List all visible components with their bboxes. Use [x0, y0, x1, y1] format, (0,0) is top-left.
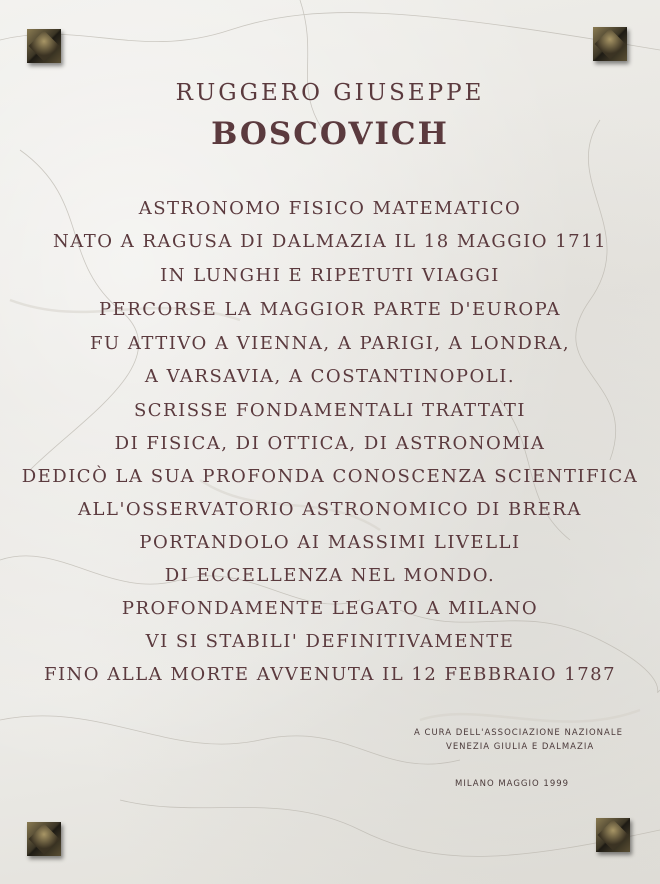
credit-line-2: VENEZIA GIULIA E DALMAZIA	[446, 742, 595, 752]
inscription-line: PORTANDOLO AI MASSIMI LIVELLI	[139, 532, 521, 553]
name-line-1: RUGGERO GIUSEPPE	[175, 80, 485, 106]
inscription-line: PROFONDAMENTE LEGATO A MILANO	[121, 598, 539, 619]
inscription-line: FU ATTIVO A VIENNA, A PARIGI, A LONDRA,	[89, 333, 571, 354]
inscription-line: DI FISICA, DI OTTICA, DI ASTRONOMIA	[114, 433, 546, 454]
place-date: MILANO MAGGIO 1999	[455, 779, 570, 789]
bronze-stud-icon	[27, 822, 61, 856]
bronze-stud-icon	[596, 818, 630, 852]
inscription-line: DEDICÒ LA SUA PROFONDA CONOSCENZA SCIENTIFICA	[21, 466, 639, 487]
inscription-line: FINO ALLA MORTE AVVENUTA IL 12 FEBBRAIO 1787	[43, 664, 617, 685]
inscription-line: SCRISSE FONDAMENTALI TRATTATI	[133, 400, 527, 421]
bronze-stud-icon	[27, 29, 61, 63]
inscription-line: NATO A RAGUSA DI DALMAZIA IL 18 MAGGIO 1711	[52, 231, 608, 252]
name-line-2: BOSCOVICH	[211, 116, 449, 152]
inscription-line: A VARSAVIA, A COSTANTINOPOLI.	[144, 366, 516, 387]
bronze-stud-icon	[593, 27, 627, 61]
inscription-line: ASTRONOMO FISICO MATEMATICO	[138, 198, 522, 219]
inscription-line: IN LUNGHI E RIPETUTI VIAGGI	[160, 265, 500, 286]
credit-line-1: A CURA DELL'ASSOCIAZIONE NAZIONALE	[414, 728, 623, 738]
inscription-line: VI SI STABILI' DEFINITIVAMENTE	[145, 631, 515, 652]
inscription-line: ALL'OSSERVATORIO ASTRONOMICO DI BRERA	[78, 499, 582, 520]
inscription-line: DI ECCELLENZA NEL MONDO.	[164, 565, 496, 586]
inscription-line: PERCORSE LA MAGGIOR PARTE D'EUROPA	[98, 299, 562, 320]
